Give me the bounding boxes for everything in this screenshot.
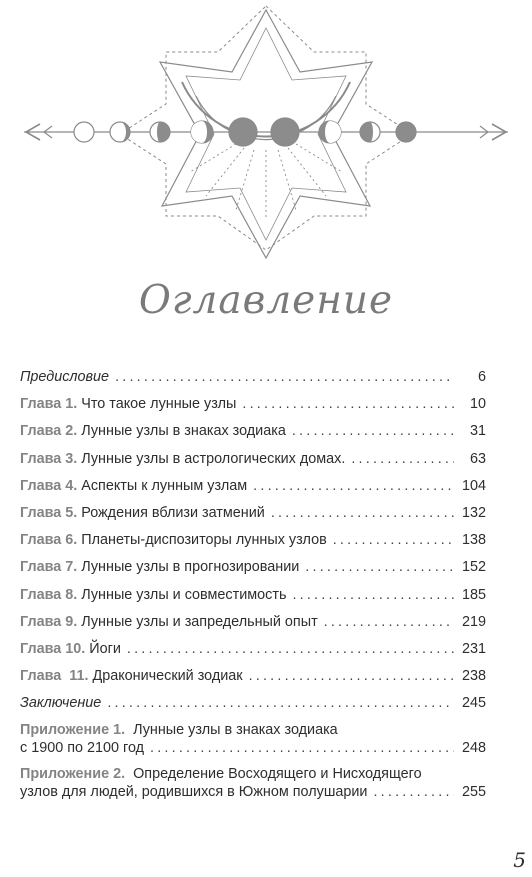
toc-entry-text: Определение Восходящего и Нисходящего xyxy=(133,766,422,783)
moon-full-icon-2 xyxy=(271,118,299,146)
toc-entry-text: Лунные узлы и совместимость xyxy=(81,586,287,603)
toc-chapter-label: Глава 4. xyxy=(20,477,78,494)
toc-entry-chapter-8[interactable] xyxy=(20,586,486,613)
toc-entry-text: Планеты-диспозиторы лунных узлов xyxy=(81,532,327,549)
toc-page-number: 152 xyxy=(461,559,486,576)
toc-chapter-label: Глава 8. xyxy=(20,586,78,603)
toc-page-number: 10 xyxy=(469,396,486,413)
toc-entry-text-line2: узлов для людей, родившихся в Южном полушарии xyxy=(20,784,368,801)
toc-page-number: 104 xyxy=(461,477,486,494)
moon-phases xyxy=(74,118,416,146)
toc-entry-chapter-4[interactable] xyxy=(20,477,486,504)
page-title: Оглавление xyxy=(138,278,394,323)
toc-appendix-label: Приложение 2. xyxy=(20,766,126,783)
toc-entry-text: Предисловие xyxy=(20,369,110,385)
leader-dots xyxy=(373,783,454,801)
toc-entry-text: Что такое лунные узлы xyxy=(81,396,237,413)
toc-entry-appendix-1[interactable] xyxy=(20,721,486,757)
toc-entry-chapter-5[interactable] xyxy=(20,504,486,531)
leader-dots xyxy=(107,694,454,712)
leader-dots xyxy=(249,667,454,685)
toc-entry-conclusion[interactable] xyxy=(20,694,486,721)
leader-dots xyxy=(127,640,454,658)
toc-chapter-label: Глава 3. xyxy=(20,450,78,467)
toc-page-number: 219 xyxy=(461,613,486,630)
toc-entry-chapter-10[interactable] xyxy=(20,640,486,667)
toc-chapter-label: Глава 5. xyxy=(20,504,78,521)
leader-dots xyxy=(292,422,454,440)
toc-chapter-label: Глава 1. xyxy=(20,396,78,413)
toc-chapter-label: Глава 10. xyxy=(20,640,86,657)
toc-entry-text: Аспекты к лунным узлам xyxy=(81,477,248,494)
toc-appendix-label: Приложение 1. xyxy=(20,722,126,739)
toc-entry-chapter-2[interactable] xyxy=(20,422,486,449)
moon-waning-3-icon xyxy=(396,122,416,142)
dashed-rays xyxy=(190,144,342,218)
toc-chapter-label: Глава 11. xyxy=(20,668,89,685)
toc-entry-chapter-6[interactable] xyxy=(20,531,486,558)
toc-page-number: 63 xyxy=(469,450,486,467)
toc-entry-text: Рождения вблизи затмений xyxy=(81,504,265,521)
leader-dots xyxy=(305,558,454,576)
toc-entry-preface[interactable] xyxy=(20,368,486,395)
leader-dots xyxy=(115,368,454,386)
leader-dots xyxy=(292,586,454,604)
toc-page-number: 6 xyxy=(477,369,486,385)
toc-entry-chapter-3[interactable] xyxy=(20,450,486,477)
toc-entry-text: Лунные узлы в знаках зодиака xyxy=(133,722,338,739)
toc-entry-chapter-1[interactable] xyxy=(20,395,486,422)
toc-entry-chapter-11[interactable] xyxy=(20,667,486,694)
toc-entry-chapter-7[interactable] xyxy=(20,558,486,585)
toc-entry-appendix-2[interactable] xyxy=(20,765,486,801)
toc-entry-text: Йоги xyxy=(89,640,121,657)
toc-page-number: 31 xyxy=(469,423,486,440)
moon-full-icon xyxy=(229,118,257,146)
toc-entry-text: Лунные узлы и запредельный опыт xyxy=(81,613,318,630)
toc-chapter-label: Глава 2. xyxy=(20,423,78,440)
table-of-contents xyxy=(20,368,486,809)
leader-dots xyxy=(253,477,454,495)
leader-dots xyxy=(271,504,454,522)
toc-entry-text: Заключение xyxy=(20,695,102,712)
toc-entry-chapter-9[interactable] xyxy=(20,613,486,640)
page-number: 5 xyxy=(513,848,526,872)
toc-page-number: 132 xyxy=(461,504,486,521)
toc-entry-text: Лунные узлы в прогнозировании xyxy=(81,559,300,576)
toc-page-number: 255 xyxy=(461,784,486,801)
leader-dots xyxy=(242,395,454,413)
toc-page-number: 231 xyxy=(461,640,486,657)
toc-entry-text: Лунные узлы в астрологических домах. xyxy=(81,450,346,467)
crescent-inner-arc xyxy=(196,96,336,140)
toc-entry-text-line2: с 1900 по 2100 год xyxy=(20,740,145,757)
leader-dots xyxy=(324,613,454,631)
toc-page-number: 245 xyxy=(461,695,486,712)
leader-dots xyxy=(333,531,454,549)
toc-entry-text: Лунные узлы в знаках зодиака xyxy=(81,423,286,440)
toc-chapter-label: Глава 6. xyxy=(20,532,78,549)
toc-chapter-label: Глава 9. xyxy=(20,613,78,630)
lunar-mandala-ornament xyxy=(0,0,532,260)
toc-page-number: 238 xyxy=(461,668,486,685)
toc-chapter-label: Глава 7. xyxy=(20,559,78,576)
toc-page-number: 138 xyxy=(461,532,486,549)
moon-new-icon xyxy=(74,122,94,142)
toc-page-number: 185 xyxy=(461,586,486,603)
toc-entry-text: Драконический зодиак xyxy=(92,668,243,685)
toc-page-number: 248 xyxy=(461,740,486,757)
leader-dots xyxy=(150,739,454,757)
leader-dots xyxy=(351,450,454,468)
